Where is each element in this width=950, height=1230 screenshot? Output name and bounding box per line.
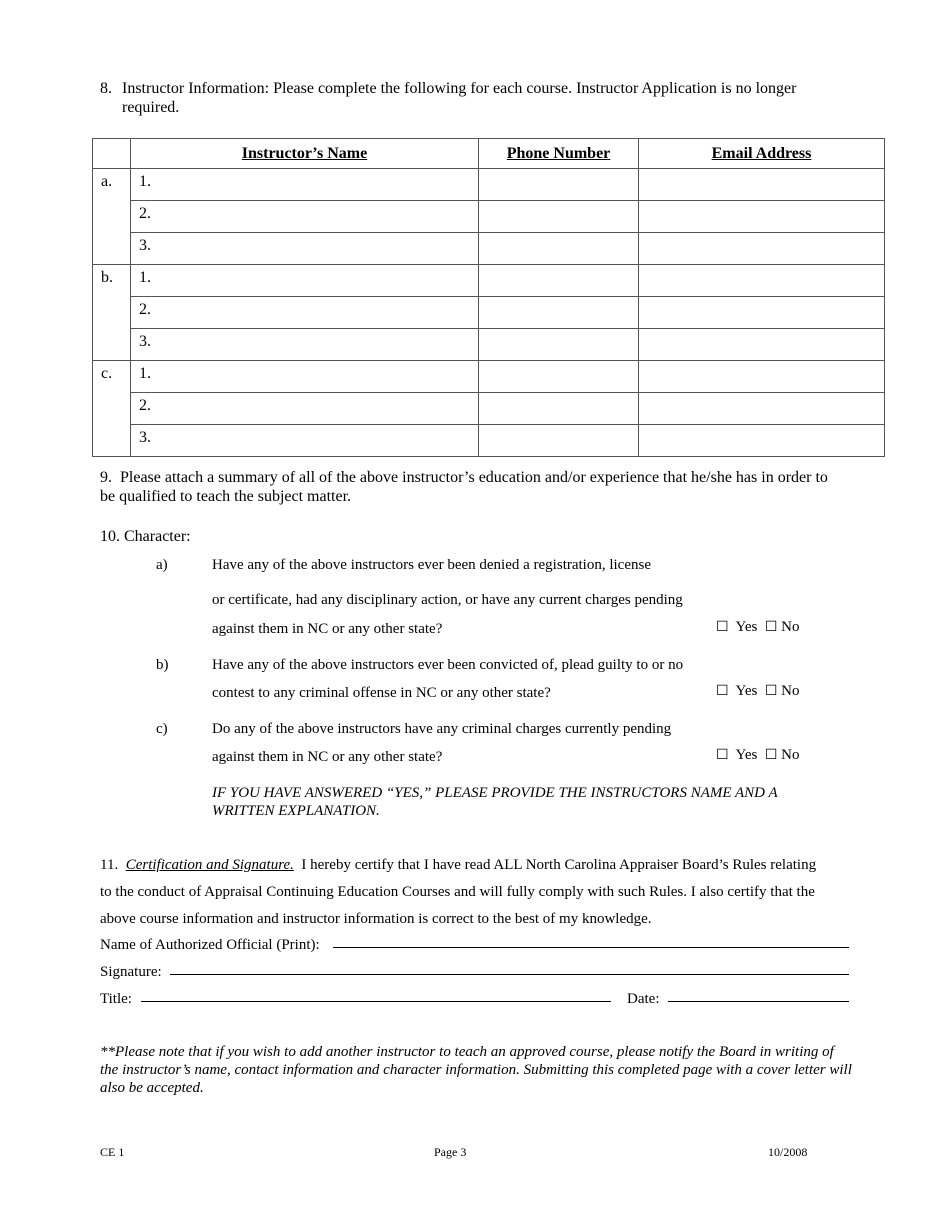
table-row — [93, 169, 885, 201]
header-instructor-name: Instructor’s Name — [131, 139, 479, 169]
question-b-line-1: Have any of the above instructors ever been convicted of, plead guilty to or no — [212, 657, 684, 673]
header-email-address: Email Address — [639, 139, 885, 169]
question-c-line-1: Do any of the above instructors have any criminal charges currently pending — [212, 721, 672, 737]
no-label: No — [781, 683, 800, 699]
authorized-official-line[interactable] — [333, 947, 849, 948]
question-a-line-3: against them in NC or any other state? — [212, 621, 443, 637]
phone-cell[interactable] — [479, 361, 639, 393]
phone-cell[interactable] — [479, 329, 639, 361]
question-c-line-2: against them in NC or any other state? — [212, 749, 443, 765]
yes-explanation-note: IF YOU HAVE ANSWERED “YES,” PLEASE PROVIDE THE INSTRUCTORS NAME AND A WRITTEN EXPLANATION. — [212, 785, 778, 819]
table-row — [93, 265, 885, 297]
section-11-line-1 — [100, 856, 816, 874]
email-cell[interactable] — [639, 393, 885, 425]
section-11-heading: Certification and Signature. — [125, 857, 294, 873]
table-row — [93, 233, 885, 265]
email-cell[interactable] — [639, 425, 885, 457]
email-cell[interactable] — [639, 329, 885, 361]
signature-line[interactable] — [170, 974, 849, 975]
phone-cell[interactable] — [479, 425, 639, 457]
email-cell[interactable] — [639, 233, 885, 265]
no-label: No — [781, 747, 800, 763]
table-row — [93, 425, 885, 457]
table-row — [93, 393, 885, 425]
instructor-name-cell[interactable]: 2. — [131, 201, 479, 233]
instructor-name-cell[interactable]: 1. — [131, 265, 479, 297]
authorized-official-label: Name of Authorized Official (Print): — [100, 937, 320, 953]
phone-cell[interactable] — [479, 233, 639, 265]
title-line[interactable] — [141, 1001, 611, 1002]
title-label: Title: — [100, 991, 132, 1007]
footer-date: 10/2008 — [768, 1145, 808, 1159]
phone-cell[interactable] — [479, 393, 639, 425]
section-10-title: 10. Character: — [100, 528, 191, 545]
yes-label: Yes — [735, 747, 758, 763]
instructor-name-cell[interactable]: 1. — [131, 361, 479, 393]
question-b-answer — [716, 683, 800, 700]
instructor-name-cell[interactable]: 2. — [131, 393, 479, 425]
question-b-letter: b) — [156, 657, 169, 673]
yes-checkbox[interactable]: ☐ — [716, 619, 729, 635]
phone-cell[interactable] — [479, 297, 639, 329]
question-a-letter: a) — [156, 557, 168, 573]
email-cell[interactable] — [639, 297, 885, 329]
question-a-line-2: or certificate, had any disciplinary action, or have any current charges pending — [212, 592, 683, 608]
date-label: Date: — [627, 991, 660, 1007]
no-checkbox[interactable]: ☐ — [764, 747, 778, 763]
signature-label: Signature: — [100, 964, 162, 980]
table-row — [93, 297, 885, 329]
section-9-number: 9. — [100, 469, 112, 486]
instructor-name-cell[interactable]: 3. — [131, 233, 479, 265]
group-label: b. — [93, 265, 131, 361]
yes-checkbox[interactable]: ☐ — [716, 747, 729, 763]
footer-page-number: Page 3 — [434, 1145, 467, 1159]
email-cell[interactable] — [639, 169, 885, 201]
instructor-name-cell[interactable]: 3. — [131, 425, 479, 457]
footnote: **Please note that if you wish to add another instructor to teach an approved course, please notify the Board in writing of the instructor’s name, contact information and character information. Submitting this completed page with a cover letter will also be accepted. — [100, 1044, 852, 1096]
header-phone-number: Phone Number — [479, 139, 639, 169]
table-row — [93, 201, 885, 233]
email-cell[interactable] — [639, 265, 885, 297]
instructor-table — [92, 138, 885, 457]
question-c-answer — [716, 747, 800, 764]
phone-cell[interactable] — [479, 169, 639, 201]
no-checkbox[interactable]: ☐ — [764, 683, 778, 699]
question-a-answer — [716, 619, 800, 636]
question-a-line-1: Have any of the above instructors ever been denied a registration, license — [212, 557, 651, 573]
yes-checkbox[interactable]: ☐ — [716, 683, 729, 699]
table-row — [93, 361, 885, 393]
section-11-text-1: I hereby certify that I have read ALL North Carolina Appraiser Board’s Rules relating — [301, 857, 817, 873]
section-9-text — [100, 468, 840, 506]
section-11-text-3: above course information and instructor information is correct to the best of my knowledge. — [100, 911, 652, 927]
table-header-row — [93, 139, 885, 169]
instructor-name-cell[interactable]: 3. — [131, 329, 479, 361]
group-label: c. — [93, 361, 131, 457]
email-cell[interactable] — [639, 201, 885, 233]
instructor-name-cell[interactable]: 1. — [131, 169, 479, 201]
phone-cell[interactable] — [479, 201, 639, 233]
no-label: No — [781, 619, 800, 635]
section-8-number: 8. — [100, 80, 112, 97]
footer-form-id: CE 1 — [100, 1145, 125, 1159]
no-checkbox[interactable]: ☐ — [764, 619, 778, 635]
section-9-body: Please attach a summary of all of the above instructor’s education and/or experience that he/she has in order to be qualified to teach the subject matter. — [100, 469, 828, 505]
section-11-text-2: to the conduct of Appraisal Continuing Education Courses and will fully comply with such Rules. I also certify that the — [100, 884, 815, 900]
question-b-line-2: contest to any criminal offense in NC or any other state? — [212, 685, 551, 701]
yes-label: Yes — [735, 683, 758, 699]
table-row — [93, 329, 885, 361]
date-line[interactable] — [668, 1001, 849, 1002]
group-label: a. — [93, 169, 131, 265]
section-11-number: 11. — [100, 857, 119, 873]
section-8-text: Instructor Information: Please complete the following for each course. Instructor Application is no longer required. — [122, 80, 797, 116]
instructor-name-cell[interactable]: 2. — [131, 297, 479, 329]
email-cell[interactable] — [639, 361, 885, 393]
phone-cell[interactable] — [479, 265, 639, 297]
question-c-letter: c) — [156, 721, 168, 737]
yes-label: Yes — [735, 619, 758, 635]
header-blank — [93, 139, 131, 169]
